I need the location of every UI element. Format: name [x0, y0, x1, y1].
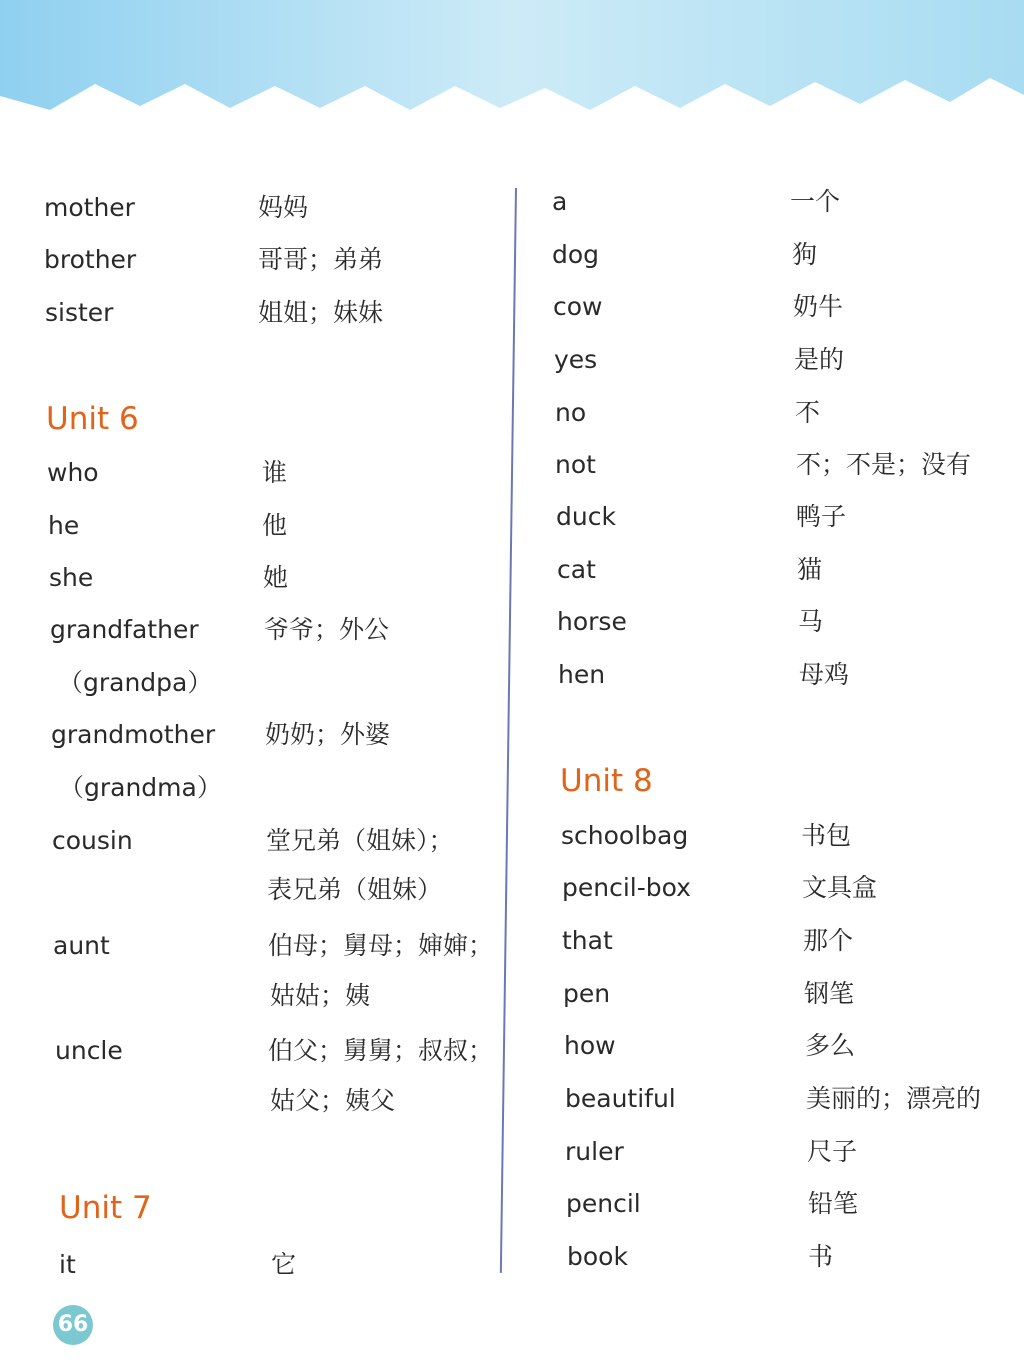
english-word: （grandma）: [59, 773, 222, 802]
english-word: pencil-box: [562, 873, 691, 902]
chinese-meaning: 不；不是；没有: [796, 450, 972, 479]
chinese-meaning: 伯母；舅母；婶婶；: [268, 931, 494, 960]
chinese-meaning: 她: [263, 563, 289, 592]
chinese-meaning: 谁: [262, 458, 288, 487]
english-word: brother: [44, 245, 137, 274]
chinese-meaning: 是的: [794, 345, 845, 374]
english-word: how: [564, 1031, 616, 1060]
chinese-meaning: 尺子: [807, 1137, 858, 1166]
chinese-meaning: 妈妈: [258, 193, 309, 222]
english-word: horse: [557, 607, 627, 636]
english-word: grandfather: [50, 615, 199, 644]
chinese-meaning: 表兄弟（姐妹）: [267, 875, 443, 904]
english-word: aunt: [53, 931, 110, 960]
chinese-meaning: 他: [262, 511, 288, 540]
unit-heading: Unit 7: [59, 1190, 152, 1226]
english-word: who: [47, 458, 99, 487]
english-word: cat: [557, 555, 596, 584]
english-word: yes: [554, 345, 598, 374]
english-word: beautiful: [565, 1084, 676, 1113]
chinese-meaning: 一个: [790, 187, 841, 216]
chinese-meaning: 钢笔: [804, 979, 855, 1008]
page-number-badge: 66: [53, 1305, 93, 1345]
english-word: that: [562, 926, 613, 955]
chinese-meaning: 狗: [792, 240, 818, 269]
english-word: it: [59, 1250, 76, 1279]
english-word: no: [555, 398, 587, 427]
chinese-meaning: 铅笔: [808, 1189, 859, 1218]
chinese-meaning: 姐姐；妹妹: [258, 298, 384, 327]
english-word: cow: [553, 292, 603, 321]
chinese-meaning: 伯父；舅舅；叔叔；: [268, 1036, 494, 1065]
chinese-meaning: 那个: [803, 926, 854, 955]
chinese-meaning: 马: [798, 607, 824, 636]
top-banner: [0, 0, 1024, 140]
unit-heading: Unit 6: [46, 401, 139, 437]
english-word: mother: [44, 193, 135, 222]
english-word: ruler: [565, 1137, 624, 1166]
chinese-meaning: 姑父；姨父: [270, 1086, 396, 1115]
english-word: dog: [552, 240, 600, 269]
chinese-meaning: 母鸡: [799, 660, 850, 689]
english-word: book: [567, 1242, 628, 1271]
column-divider: [500, 188, 517, 1273]
english-word: pencil: [566, 1189, 641, 1218]
chinese-meaning: 不: [795, 398, 821, 427]
english-word: uncle: [55, 1036, 123, 1065]
chinese-meaning: 奶奶；外婆: [265, 720, 391, 749]
chinese-meaning: 文具盒: [802, 873, 878, 902]
chinese-meaning: 姑姑；姨: [270, 981, 371, 1010]
english-word: not: [555, 450, 596, 479]
english-word: cousin: [52, 826, 133, 855]
english-word: hen: [558, 660, 606, 689]
english-word: he: [48, 511, 80, 540]
unit-heading: Unit 8: [560, 763, 653, 799]
chinese-meaning: 美丽的；漂亮的: [806, 1084, 982, 1113]
english-word: she: [49, 563, 94, 592]
english-word: pen: [563, 979, 611, 1008]
english-word: sister: [45, 298, 114, 327]
chinese-meaning: 多么: [805, 1031, 856, 1060]
english-word: duck: [556, 502, 616, 531]
chinese-meaning: 它: [271, 1250, 297, 1279]
chinese-meaning: 堂兄弟（姐妹）；: [266, 826, 454, 855]
english-word: schoolbag: [561, 821, 689, 850]
chinese-meaning: 鸭子: [796, 502, 847, 531]
english-word: grandmother: [51, 720, 216, 749]
english-word: （grandpa）: [58, 668, 213, 697]
chinese-meaning: 爷爷；外公: [264, 615, 390, 644]
chinese-meaning: 书包: [801, 821, 852, 850]
chinese-meaning: 奶牛: [793, 292, 844, 321]
english-word: a: [552, 187, 568, 216]
chinese-meaning: 书: [808, 1242, 834, 1271]
chinese-meaning: 猫: [797, 555, 823, 584]
chinese-meaning: 哥哥；弟弟: [258, 245, 384, 274]
